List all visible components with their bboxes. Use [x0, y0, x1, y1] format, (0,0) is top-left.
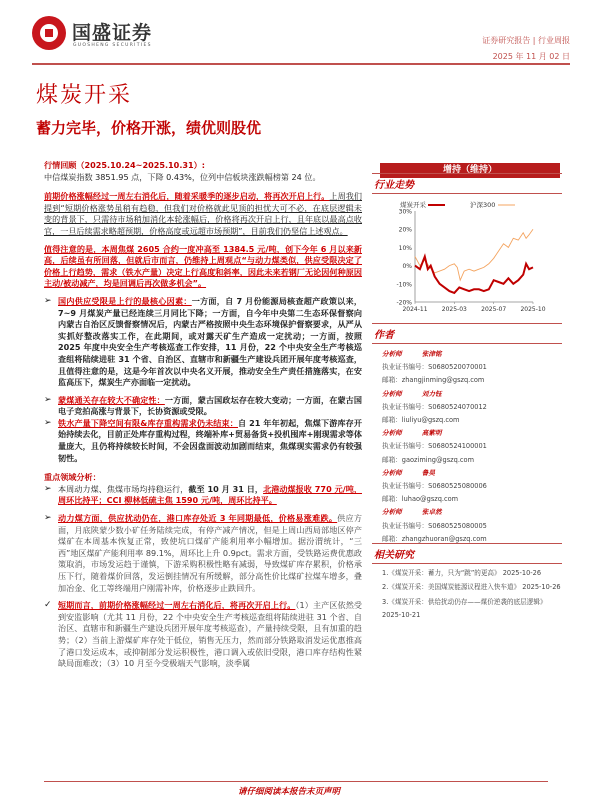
author-name-row	[382, 467, 562, 480]
author-name: 张津铭	[421, 350, 442, 358]
author-name-row	[382, 348, 562, 361]
focus-label: 重点领域分析：	[44, 472, 101, 483]
author-name: 刘力钰	[421, 389, 442, 398]
x-tick-label: 2025-03	[441, 306, 467, 313]
bullet-prices	[44, 484, 362, 507]
cert-label: 执业证书编号：	[382, 442, 429, 451]
b3-head: 铁水产量下降空间有限&库存重构需求仍未结束：	[58, 417, 238, 428]
author-role: 分析师	[382, 350, 402, 358]
arrow-bullet-icon: ➢	[44, 394, 52, 405]
b1-text: 一方面，自 7 月份能源局核查超产政策以来，7~9 月煤炭产量已经连续三月同比下降；一方面，自今年中央第二生态环保督察向内蒙古自治区反馈督察情况后，内蒙古严格按照中央生态环境保护督察要求，从严从实抓好整改落实工作，在此期间，或对露天矿生产造成一定扰动；一方面，按照 2025 年度中央安全生产考核巡查工作安排，11 月份，22 个中央安全生产考核巡查组将陆续进驻 31 个省、自治区、直辖市和新疆生产建设兵团开展年度考核巡查，且值得注意的是，这是今年首次以中央名义开展，推动安全生产责任措施落实，在安监高压下，煤炭生产亦面临一定扰动。	[58, 295, 362, 388]
related-research-item[interactable]: 2.《煤炭开采：美国煤炭能源议程进入快车道》 2025-10-26	[382, 583, 561, 592]
main-body	[44, 160, 362, 676]
paragraph-1	[44, 191, 362, 237]
section-authors-heading: 作者	[372, 323, 562, 344]
b4-text: 本周动力煤、焦煤市场均持稳运行，	[58, 483, 189, 494]
p2-highlight: 值得注意的是，本周焦煤 2605 合约一度冲高至 1384.5 元/吨，创下今年 6 月以来新高，后续虽有所回落，但就后市而言，仍维持上周观点“与动力煤类似，供应受限决定了价格上行趋势，需求（铁水产量）决定上行高度和斜率，因此未来若钢厂无论因何种原因主动/被动减产，均是回调后再次做多机会”。	[44, 243, 362, 289]
author-email	[382, 493, 562, 506]
b2-head: 蒙煤通关存在较大不确定性：	[58, 394, 165, 405]
email-label: 邮箱：	[382, 376, 402, 385]
b1-head: 国内供应受限是上行的最核心因素：	[58, 295, 192, 306]
email-link[interactable]: gaoziming@gszq.com	[401, 455, 474, 464]
industry-trend-chart	[370, 196, 560, 316]
email-link[interactable]: zhangjinming@gszq.com	[401, 376, 485, 385]
cert-number: S0680520070001	[428, 363, 487, 372]
bullet-inventory	[44, 418, 362, 464]
y-tick-label: -10%	[396, 281, 412, 289]
y-tick-label: 30%	[398, 208, 412, 216]
legend-label: 煤炭开采	[400, 201, 426, 209]
y-tick-label: 20%	[398, 226, 412, 234]
section-related-heading: 相关研究	[372, 543, 562, 564]
author-role: 分析师	[382, 508, 402, 517]
author-email	[382, 454, 562, 467]
cert-label: 执业证书编号：	[382, 521, 429, 530]
b6-text: （1）主产区依然受到安监影响（尤其 11 月份，22 个中央安全生产考核巡查组将陆续进驻 31 个省、自治区、直辖市和新疆生产建设兵团开展年度考核巡查），产量持续受限，且有加重的趋势；（2）当前上游煤矿库存处于低位，销售无压力，然而部分铁路取消发运优惠推高了港口发运成本，或抑制部分发运积极性，港口调入或依旧受限，港口库存结构性紧缺局面难改；（3）10 月至今受极端天气影响，淡季属	[58, 600, 362, 669]
company-logo	[32, 16, 162, 56]
cert-label: 执业证书编号：	[382, 363, 429, 372]
check-bullet-icon: ✓	[44, 600, 52, 611]
footer-divider	[44, 781, 548, 782]
author-cert	[382, 520, 562, 533]
b4-bold: 截至 10 月 31 日，	[188, 483, 264, 494]
b3-text: 自 21 年年初起，焦煤下游库存开始持续去化，目前正处库存重构过程，终端补库+贸易备货+投机囤库+刚现需求等体量庞大，且仍将持续较长时间，不会因盘面波动加剧而结束，焦煤现实需求仍有较强韧性。	[58, 417, 363, 463]
y-tick-label: -20%	[396, 299, 412, 307]
author-role: 分析师	[382, 429, 402, 438]
email-label: 邮箱：	[382, 455, 402, 464]
bullet-thermal-coal	[44, 513, 362, 594]
email-link[interactable]: luhao@gszq.com	[401, 495, 459, 504]
x-tick-label: 2025-10	[520, 306, 546, 313]
logo-text-cn: 国盛证券	[72, 22, 153, 44]
email-link[interactable]: liuliyu@gszq.com	[401, 416, 460, 425]
arrow-bullet-icon: ➢	[44, 483, 52, 494]
p1-highlight: 前期价格涨幅经过一周左右消化后，随着采暖季的逐步启动，将再次开启上行。	[44, 191, 330, 202]
author-cert	[382, 440, 562, 453]
p1-text: 上周我们提到“短期价格涨势虽稍有趋稳，但我们对价格就此见顶的担忧大可不必，在底层逻辑未变的背景下，只需待市场稍加消化本轮涨幅后，价格将再次开启上行，且年底以最高点收官，一旦后续需求略超预期，价格高度或远超市场预期”，目前我们仍坚信上述观点。	[44, 191, 362, 236]
rating-badge: 增持（维持）	[380, 163, 560, 178]
report-subtitle: 蓄力完毕，价格开涨，绩优则股优	[36, 119, 262, 137]
cert-label: 执业证书编号：	[382, 482, 429, 491]
cert-number: S0680525080006	[428, 482, 487, 491]
author-email	[382, 414, 562, 427]
arrow-bullet-icon: ➢	[44, 513, 52, 524]
author-role: 分析师	[382, 468, 402, 477]
related-research-list	[382, 567, 562, 623]
bullet-mongolia	[44, 395, 362, 418]
y-tick-label: 0%	[402, 263, 412, 271]
report-date: 2025 年 11 月 02 日	[492, 52, 570, 61]
related-research-item[interactable]: 3.《煤炭开采：供给扰动仍存——煤价逆袭的底层逻辑》 2025-10-21	[382, 597, 547, 619]
related-research-item[interactable]: 1.《煤炭开采：蓄力，只为“跳”的更高》 2025-10-26	[382, 569, 542, 577]
footer-disclaimer: 请仔细阅读本报告末页声明	[238, 787, 341, 797]
header-divider	[32, 63, 570, 65]
email-label: 邮箱：	[382, 495, 402, 504]
section-trend-heading: 行业走势	[372, 173, 562, 194]
y-tick-label: 10%	[398, 244, 412, 252]
b5-text: 供应方面，月底陕蒙少数小矿任务陆续完成，有停产减产情况，但是上周山西局部地区停产煤矿在本周基本恢复正常，致使坑口煤矿产能利用率小幅增加。据汾渭统计，“三西”地区煤矿产能利用率 89.1%，周环比上升 0.9pct。需求方面，受铁路运费优惠政策取消，市场发运趋于谨慎，下游采购积极性略有减弱，导致煤矿库存累积，价格承压下行，随着煤价回落，发运倒挂情况有所缓解，部分高性价比煤矿拉煤车增多，叠加冶金、化工等终端用户刚需补库，价格逐步止跌回升。	[58, 513, 362, 593]
report-title: 煤炭开采	[36, 83, 133, 108]
market-review-label: 行情回顾（2025.10.24~2025.10.31）:	[44, 160, 205, 170]
author-cert	[382, 361, 562, 374]
paragraph-2	[44, 244, 362, 290]
bullet-supply	[44, 296, 362, 389]
author-email	[382, 374, 562, 387]
author-list	[382, 348, 562, 546]
author-cert	[382, 480, 562, 493]
x-tick-label: 2024-11	[402, 306, 428, 313]
legend-label: 沪深300	[470, 201, 496, 209]
cert-number: S0680524100001	[428, 442, 487, 451]
email-link[interactable]: zhangzhuoran@gszq.com	[401, 534, 487, 543]
email-label: 邮箱：	[382, 534, 402, 543]
market-review	[44, 160, 362, 183]
author-name: 高紫明	[421, 429, 442, 438]
cert-number: S0680524070012	[428, 402, 487, 411]
author-role: 分析师	[382, 389, 402, 398]
author-name: 张卓然	[421, 508, 442, 517]
arrow-bullet-icon: ➢	[44, 417, 52, 428]
b4-red: 北港动煤报收 770 元/吨，周环比持平；CCI 柳林低硫主焦 1590 元/吨，周环比持平。	[58, 483, 362, 506]
report-meta	[482, 33, 570, 65]
author-name-row	[382, 388, 562, 401]
series-line-coal	[415, 257, 533, 293]
x-tick-label: 2025-07	[481, 306, 507, 313]
cert-label: 执业证书编号：	[382, 402, 429, 411]
report-type: 证券研究报告 | 行业周报	[482, 36, 570, 45]
bullet-short-term	[44, 600, 362, 670]
market-review-text: 中信煤炭指数 3851.95 点，下降 0.43%，位列中信板块涨跌幅榜第 24 位。	[44, 171, 321, 182]
author-name-row	[382, 506, 562, 519]
logo-mark-icon	[32, 16, 66, 50]
author-cert	[382, 401, 562, 414]
arrow-bullet-icon: ➢	[44, 295, 52, 306]
b2-text: 一方面，蒙古国政坛存在较大变动；一方面，在蒙古国电子竞拍高涨与背景下，长协资源或受限。	[58, 394, 362, 417]
author-name: 鲁昊	[421, 468, 435, 477]
b5-head: 动力煤方面，供应扰动仍在，港口库存处近 3 年同期最低，价格易涨难跌。	[58, 513, 338, 524]
cert-number: S0680525080005	[428, 521, 487, 530]
b6-head: 短期而言，前期价格涨幅经过一周左右消化后，将再次开启上行。	[58, 600, 296, 611]
author-name-row	[382, 427, 562, 440]
email-label: 邮箱：	[382, 416, 402, 425]
logo-text-en: GUOSHENG SECURITIES	[73, 43, 152, 48]
